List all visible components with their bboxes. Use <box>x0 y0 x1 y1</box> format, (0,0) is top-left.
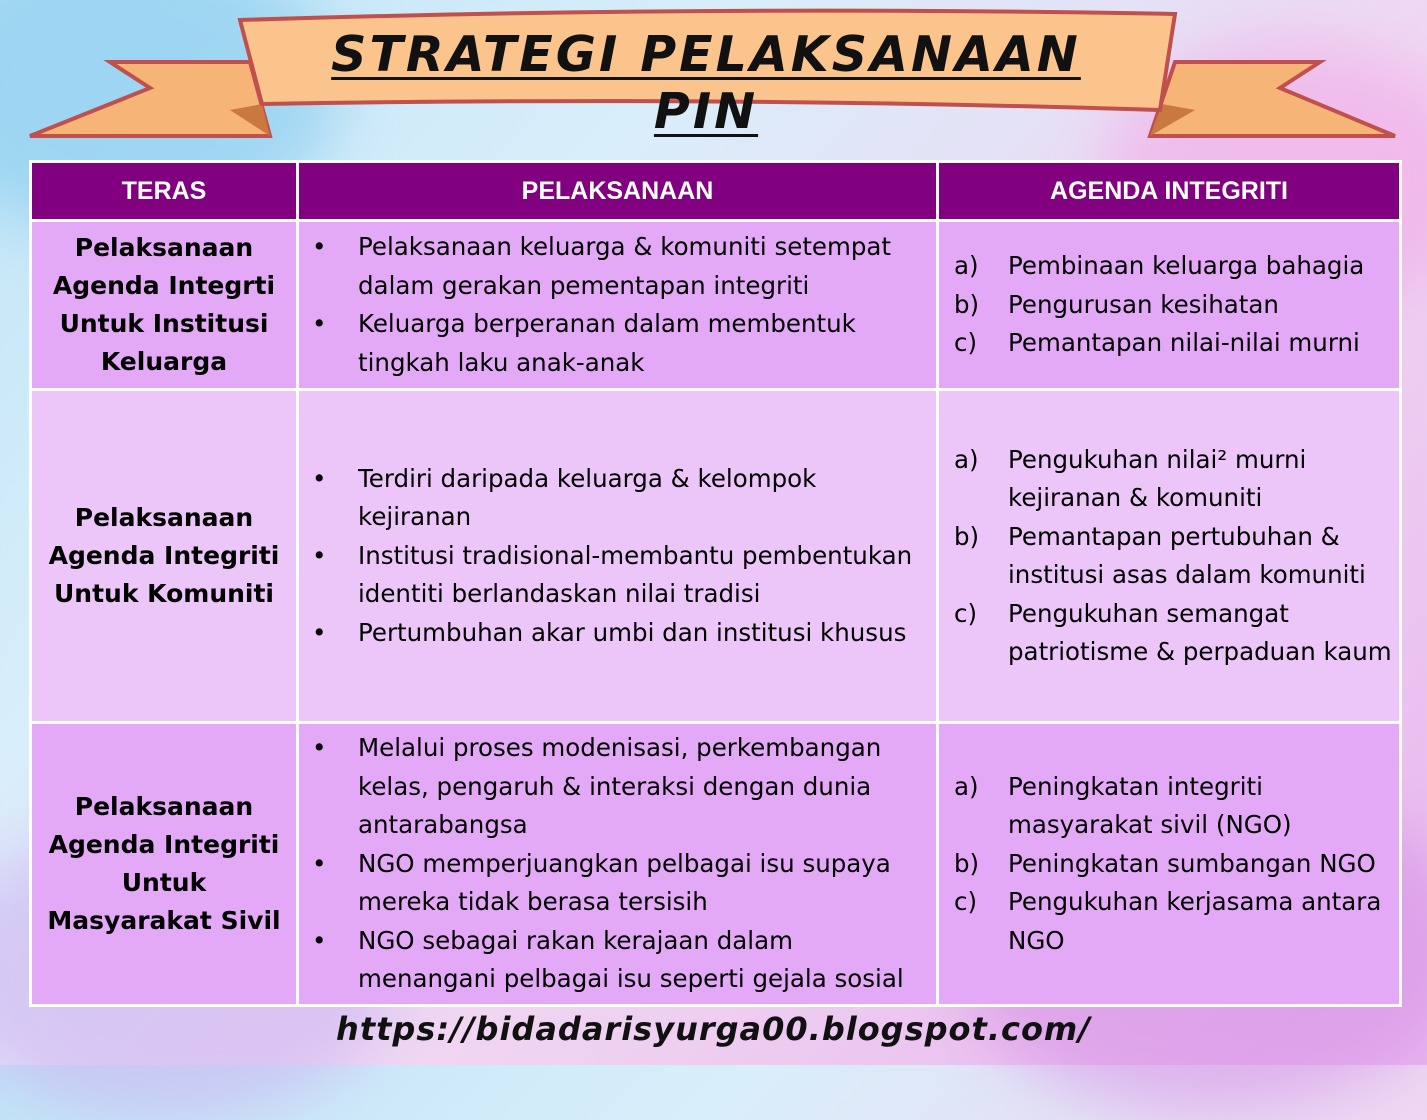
list-item-text: Peningkatan sumbangan NGO <box>1008 848 1376 878</box>
list-marker: c) <box>954 328 978 358</box>
list-item <box>940 595 1398 672</box>
list-item-text: Pembinaan keluarga bahagia <box>1008 251 1365 281</box>
teras-cell: Pelaksanaan Agenda Integriti Untuk Masyarakat Sivil <box>31 723 298 1006</box>
list-marker: a) <box>954 771 979 801</box>
column-header-pelaksanaan: PELAKSANAAN <box>298 162 938 221</box>
list-item-text: Peningkatan integriti masyarakat sivil (NGO) <box>1008 771 1292 840</box>
pelaksanaan-cell <box>298 221 938 390</box>
bullet-icon: • <box>312 848 327 878</box>
list-item <box>940 247 1398 286</box>
bullet-icon: • <box>312 925 327 955</box>
pelaksanaan-cell <box>298 390 938 723</box>
bullet-icon: • <box>312 617 327 647</box>
list-item <box>300 228 931 305</box>
list-marker: b) <box>954 848 980 878</box>
teras-cell: Pelaksanaan Agenda Integrti Untuk Institusi Keluarga <box>31 221 298 390</box>
list-item-text: Keluarga berperanan dalam membentuk tingkah laku anak-anak <box>358 309 856 377</box>
agenda-cell <box>938 390 1401 723</box>
bullet-icon: • <box>312 540 327 570</box>
list-item <box>940 286 1398 325</box>
agenda-cell <box>938 221 1401 390</box>
list-item-text: NGO memperjuangkan pelbagai isu supaya mereka tidak berasa tersisih <box>358 848 891 917</box>
table-row <box>31 221 1401 390</box>
list-item <box>300 845 931 922</box>
list-item <box>300 922 931 999</box>
bullet-icon: • <box>312 309 327 338</box>
list-item <box>300 460 931 537</box>
list-item-text: Pemantapan pertubuhan & institusi asas dalam komuniti <box>1008 521 1366 589</box>
list-marker: a) <box>954 444 979 474</box>
list-item <box>300 614 931 653</box>
column-header-agenda: AGENDA INTEGRITI <box>938 162 1401 221</box>
table-row <box>31 723 1401 1006</box>
list-item <box>940 883 1398 960</box>
list-item <box>940 441 1398 518</box>
table-row <box>31 390 1401 723</box>
list-item <box>940 518 1398 595</box>
list-item-text: Pengukuhan nilai² murni kejiranan & komuniti <box>1008 444 1307 512</box>
title-banner <box>0 0 1427 150</box>
bullet-icon: • <box>312 463 327 493</box>
list-item <box>940 845 1398 884</box>
list-item-text: Institusi tradisional-membantu pembentukan identiti berlandaskan nilai tradisi <box>358 540 913 609</box>
list-item-text: Pengurusan kesihatan <box>1008 289 1279 319</box>
list-item <box>940 324 1398 363</box>
list-item <box>300 305 931 382</box>
list-marker: c) <box>954 887 978 917</box>
list-marker: b) <box>954 289 980 319</box>
teras-cell: Pelaksanaan Agenda Integriti Untuk Komuniti <box>31 390 298 723</box>
column-header-teras: TERAS <box>31 162 298 221</box>
list-item <box>300 537 931 614</box>
list-item-text: Pemantapan nilai-nilai murni <box>1008 328 1360 358</box>
table-header-row <box>31 162 1401 221</box>
list-item-text: NGO sebagai rakan kerajaan dalam menangani pelbagai isu seperti gejala sosial <box>358 925 904 994</box>
list-item-text: Melalui proses modenisasi, perkembangan kelas, pengaruh & interaksi dengan dunia antarabangsa <box>358 733 882 840</box>
page-title: STRATEGI PELAKSANAAN PIN <box>331 26 1081 140</box>
list-item <box>300 729 931 845</box>
list-item-text: Terdiri daripada keluarga & kelompok kejiranan <box>358 463 817 532</box>
list-marker: b) <box>954 521 980 551</box>
list-item-text: Pengukuhan semangat patriotisme & perpaduan kaum <box>1008 598 1392 666</box>
list-marker: a) <box>954 251 979 281</box>
list-marker: c) <box>954 598 978 628</box>
list-item-text: Pertumbuhan akar umbi dan institusi khusus <box>358 617 907 647</box>
strategy-table <box>29 160 1402 1007</box>
list-item <box>940 768 1398 845</box>
bullet-icon: • <box>312 232 327 261</box>
agenda-cell <box>938 723 1401 1006</box>
bullet-icon: • <box>312 733 327 763</box>
pelaksanaan-cell <box>298 723 938 1006</box>
list-item-text: Pelaksanaan keluarga & komuniti setempat dalam gerakan pementapan integriti <box>358 232 892 300</box>
footer-url-link[interactable]: https://bidadarisyurga00.blogspot.com/ <box>336 1010 1091 1048</box>
list-item-text: Pengukuhan kerjasama antara NGO <box>1008 887 1382 955</box>
